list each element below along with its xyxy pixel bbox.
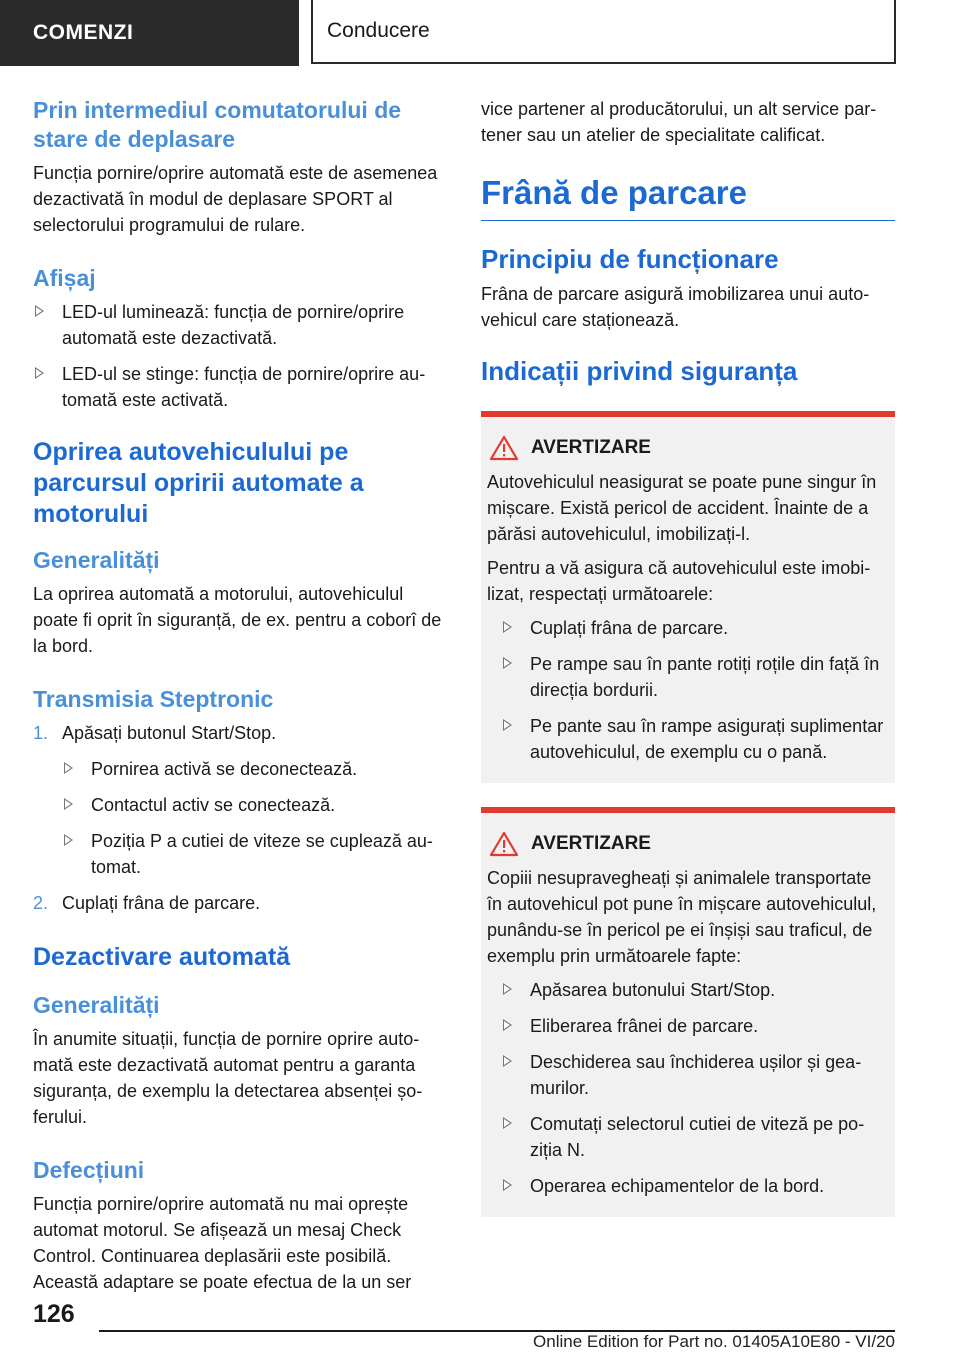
list-item: Pornirea activă se deconectează. xyxy=(33,756,447,782)
warning-triangle-icon xyxy=(489,435,519,461)
list-item: Apăsarea butonului Start/Stop. xyxy=(495,977,887,1003)
warning-title: AVERTIZARE xyxy=(487,435,887,461)
page-header xyxy=(0,0,960,66)
list-item: Pe pante sau în rampe asigurați suplimentar autovehiculul, de exemplu cu o pană. xyxy=(495,713,887,765)
triangle-bullet-icon xyxy=(503,621,512,633)
list-item: Poziția P a cutiei de viteze se cuplează automat. xyxy=(33,828,447,880)
heading-deactivation: Dezactivare automată xyxy=(33,943,291,971)
triangle-bullet-icon xyxy=(35,305,44,317)
step-1: 1. Apăsați butonul Start/Stop. xyxy=(33,723,277,743)
heading-stop: Oprirea autovehiculului pe parcursul opririi automate a motorului xyxy=(33,438,364,528)
paragraph-principle: Frâna de parcare asigură imobilizarea unui autovehicul care staționează. xyxy=(481,284,870,330)
section-tab: COMENZI xyxy=(0,0,299,66)
heading-principle: Principiu de funcționare xyxy=(481,244,779,274)
triangle-bullet-icon xyxy=(64,798,73,810)
warning-text: Pentru a vă asigura că autovehiculul este imobilizat, respectați următoarele: xyxy=(487,558,871,604)
list-item: Contactul activ se conectează. xyxy=(33,792,447,818)
heading-switch: Prin intermediul comutatorului de stare de deplasare xyxy=(33,97,402,152)
edition-text: Online Edition for Part no. 01405A10E80 - VI/20 xyxy=(533,1332,895,1351)
heading-steptronic: Transmisia Steptronic xyxy=(33,686,274,712)
page-footer xyxy=(33,1296,895,1356)
triangle-bullet-icon xyxy=(503,1179,512,1191)
paragraph-continued: vice partener al producătorului, un alt service partener sau un atelier de specialitate calificat. xyxy=(481,99,877,145)
heading-safety: Indicații privind siguranța xyxy=(481,356,798,386)
list-item: Cuplați frâna de parcare. xyxy=(495,615,887,641)
left-column xyxy=(33,96,447,1313)
triangle-bullet-icon xyxy=(64,762,73,774)
warning-triangle-icon xyxy=(489,831,519,857)
triangle-bullet-icon xyxy=(503,1019,512,1031)
list-item: LED-ul luminează: funcția de pornire/oprire automată este dezactivată. xyxy=(33,299,447,351)
triangle-bullet-icon xyxy=(503,1117,512,1129)
heading-faults: Defecțiuni xyxy=(33,1157,145,1183)
paragraph-general-2: În anumite situații, funcția de pornire oprire automată este dezactivată automat pentru a garanta siguranța, de exemplu la detectarea absenței șoferului. xyxy=(33,1029,423,1127)
paragraph-general-1: La oprirea automată a motorului, autovehiculul poate fi oprit în siguranță, de ex. pentru a coborî de la bord. xyxy=(33,584,442,656)
warning-box-2 xyxy=(481,807,895,1217)
heading-general-2: Generalități xyxy=(33,992,160,1018)
page-number: 126 xyxy=(33,1300,75,1328)
list-item: Eliberarea frânei de parcare. xyxy=(495,1013,887,1039)
triangle-bullet-icon xyxy=(35,367,44,379)
list-item: Deschiderea sau închiderea ușilor și geamurilor. xyxy=(495,1049,887,1101)
warning-title: AVERTIZARE xyxy=(487,831,887,857)
chapter-tab: Conducere xyxy=(311,0,896,64)
warning-text: Autovehiculul neasigurat se poate pune singur în mișcare. Există pericol de accident. Înainte de a părăsi autovehiculul, imobilizați-l. xyxy=(487,472,877,544)
heading-general-1: Generalități xyxy=(33,547,160,573)
list-item: Comutați selectorul cutiei de viteză pe poziția N. xyxy=(495,1111,887,1163)
triangle-bullet-icon xyxy=(503,1055,512,1067)
paragraph-faults: Funcția pornire/oprire automată nu mai oprește automat motorul. Se afișează un mesaj Check Control. Continuarea deplasării este posibilă. Această adaptare se poate efectua de la un ser xyxy=(33,1194,412,1292)
right-column xyxy=(481,96,895,1231)
warning-box-1 xyxy=(481,411,895,783)
triangle-bullet-icon xyxy=(503,983,512,995)
triangle-bullet-icon xyxy=(503,657,512,669)
list-item: LED-ul se stinge: funcția de pornire/oprire automată este activată. xyxy=(33,361,447,413)
warning-text: Copiii nesupravegheați și animalele transportate în autovehicul pot pune în mișcare autovehiculul, punându-se în pericol pe ei înșiși sau traficul, de exemplu prin următoarele fapte: xyxy=(487,868,877,966)
heading-parking-brake: Frână de parcare xyxy=(481,172,895,221)
triangle-bullet-icon xyxy=(503,719,512,731)
list-item: Pe rampe sau în pante rotiți roțile din față în direcția bordurii. xyxy=(495,651,887,703)
list-item: Operarea echipamentelor de la bord. xyxy=(495,1173,887,1199)
triangle-bullet-icon xyxy=(64,834,73,846)
heading-display: Afișaj xyxy=(33,265,96,291)
paragraph-switch: Funcția pornire/oprire automată este de asemenea dezactivată în modul de deplasare SPORT al selectorului programului de rulare. xyxy=(33,163,438,235)
step-2: 2. Cuplați frâna de parcare. xyxy=(33,893,261,913)
